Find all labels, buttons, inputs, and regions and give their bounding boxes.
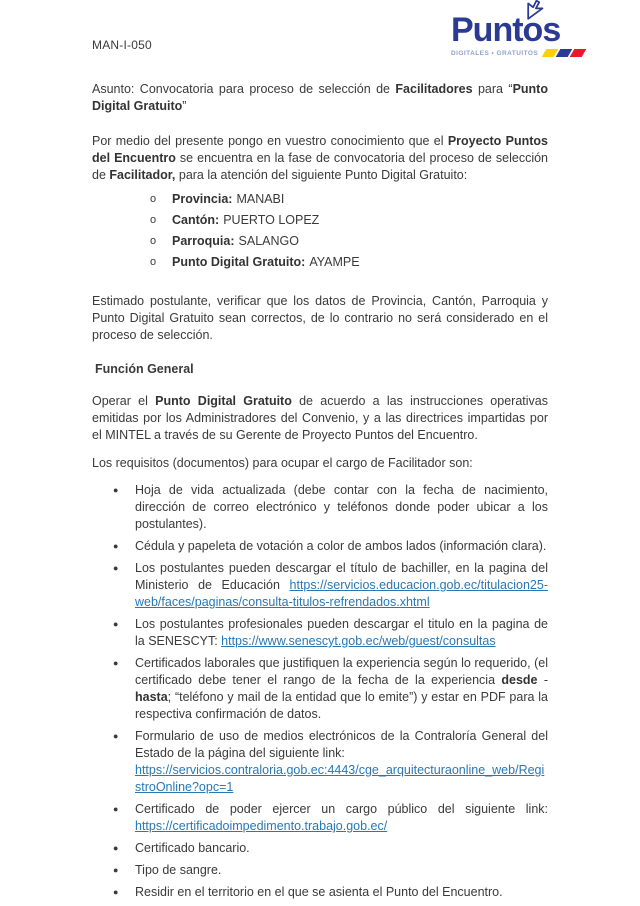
- disc-bullet-icon: ●: [113, 658, 119, 668]
- requirements-intro: Los requisitos (documentos) para ocupar el cargo de Facilitador son:: [92, 456, 473, 470]
- bold-run: Punto Digital Gratuito: [92, 82, 548, 113]
- text-run: de acuerdo a las instrucciones operativas emitidas por los Administradores del Convenio, y a las directrices impartidas por el MINTEL a través de su Gerente de Proyecto Puntos del Encuentro.: [92, 394, 548, 442]
- logo-tagline: DIGITALES • GRATUITOS: [451, 49, 539, 57]
- bold-run: desde: [501, 673, 538, 687]
- cursor-arrow-icon: [526, 0, 548, 21]
- subject-paragraph: [92, 81, 548, 115]
- location-value: PUERTO LOPEZ: [223, 213, 320, 227]
- doc-code: MAN-I-050: [92, 38, 152, 52]
- text-run: Por medio del presente pongo en vuestro conocimiento que el: [92, 134, 448, 148]
- list-item-punto-digital: [150, 254, 548, 271]
- requirement-item-hoja-de-vida: [92, 482, 548, 533]
- text-run: Formulario de uso de medios electrónicos de la Contraloría General del Estado de la página del siguiente link:: [135, 729, 548, 760]
- disc-bullet-icon: ●: [113, 541, 119, 551]
- requirement-item-cargo-publico: [92, 801, 548, 835]
- link-contraloria[interactable]: https://servicios.contraloria.gob.ec:4443/cge_arquitecturaonline_web/RegistroOnline?opc=1: [135, 763, 545, 794]
- circle-bullet-icon: o: [150, 235, 157, 247]
- bold-run: hasta: [135, 690, 168, 704]
- requirement-item-certificado-bancario: [92, 840, 548, 857]
- stripe-red: [570, 49, 587, 57]
- text-run: Residir en el territorio en el que se asienta el Punto del Encuentro.: [135, 885, 503, 899]
- text-run: Certificado de poder ejercer un cargo público del siguiente link:: [135, 802, 548, 816]
- text-run: Certificado bancario.: [135, 841, 250, 855]
- logo-subline: [451, 49, 587, 57]
- list-item-parroquia: [150, 233, 548, 250]
- circle-bullet-icon: o: [150, 193, 157, 205]
- circle-bullet-icon: o: [150, 256, 157, 268]
- logo-o-glyph: o: [522, 11, 543, 49]
- location-label: Cantón:: [172, 213, 220, 227]
- location-label: Parroquia:: [172, 234, 235, 248]
- text-run: Tipo de sangre.: [135, 863, 222, 877]
- location-value: MANABI: [236, 192, 285, 206]
- text-run: Los postulantes pueden descargar el título de bachiller, en la pagina del Ministerio de Educación: [135, 561, 548, 592]
- requirement-item-formulario-contraloria: [92, 728, 548, 796]
- text-run: Operar el: [92, 394, 156, 408]
- requirement-item-tipo-sangre: [92, 862, 548, 879]
- logo-text-suffix: s: [542, 11, 561, 49]
- location-list: [92, 191, 548, 271]
- bold-run: Punto Digital Gratuito: [155, 394, 292, 408]
- requirement-item-residir: [92, 884, 548, 901]
- document-body: [92, 81, 548, 901]
- text-run: -: [537, 673, 548, 687]
- logo-letter-o: [523, 12, 543, 48]
- disc-bullet-icon: ●: [113, 865, 119, 875]
- text-run: se encuentra en la fase de convocatoria del proceso de selección de: [92, 151, 548, 182]
- requirement-item-cedula: [92, 538, 548, 555]
- list-item-canton: [150, 212, 548, 229]
- document-header: [0, 0, 640, 57]
- note-paragraph: Estimado postulante, verificar que los datos de Provincia, Cantón, Parroquia y Punto Digital Gratuito sean correctos, de lo contrario no será considerado en el proceso de selección.: [92, 294, 548, 342]
- list-item-provincia: [150, 191, 548, 208]
- funcion-paragraph: [92, 393, 548, 444]
- location-value: SALANGO: [238, 234, 299, 248]
- bold-run: Proyecto Puntos del Encuentro: [92, 134, 548, 165]
- location-label: Punto Digital Gratuito:: [172, 255, 306, 269]
- text-run: Hoja de vida actualizada (debe contar con la fecha de nacimiento, dirección de correo electrónico y teléfonos donde poder ubicar a los postulantes).: [135, 483, 548, 531]
- link-certificado-impedimento[interactable]: https://certificadoimpedimento.trabajo.gob.ec/: [135, 819, 388, 833]
- disc-bullet-icon: ●: [113, 887, 119, 897]
- puntos-logo: [451, 12, 587, 57]
- flag-stripes-icon: [542, 49, 584, 57]
- link-ministerio-educacion[interactable]: https://servicios.educacion.gob.ec/titulacion25-web/faces/paginas/consulta-titulos-refrendados.xhtml: [135, 578, 548, 609]
- text-run: Los postulantes profesionales pueden descargar el titulo en la pagina de la SENESCYT:: [135, 617, 548, 648]
- text-run: ; “teléfono y mail de la entidad que lo emite”) y estar en PDF para la respectiva confirmación de datos.: [135, 690, 548, 721]
- text-run: Certificados laborales que justifiquen la experiencia según lo requerido, (el certificado debe tener el rango de la fecha de la experiencia: [135, 656, 548, 687]
- requirement-item-titulo-senescyt: [92, 616, 548, 650]
- text-run: Asunto: Convocatoria para proceso de selección de: [92, 82, 396, 96]
- section-heading: Función General: [95, 362, 194, 376]
- logo-wordmark: [451, 12, 587, 48]
- location-value: AYAMPE: [309, 255, 360, 269]
- disc-bullet-icon: ●: [113, 804, 119, 814]
- logo-text-prefix: Punt: [451, 11, 523, 49]
- circle-bullet-icon: o: [150, 214, 157, 226]
- requirement-item-certificados-laborales: [92, 655, 548, 723]
- text-run: ”: [182, 99, 187, 113]
- disc-bullet-icon: ●: [113, 563, 119, 573]
- bold-run: Facilitador,: [109, 168, 176, 182]
- location-label: Provincia:: [172, 192, 233, 206]
- disc-bullet-icon: ●: [113, 843, 119, 853]
- text-run: Cédula y papeleta de votación a color de ambos lados (información clara).: [135, 539, 547, 553]
- bold-run: Facilitadores: [395, 82, 473, 96]
- requirement-item-titulo-bachiller: [92, 560, 548, 611]
- text-run: para “: [472, 82, 513, 96]
- disc-bullet-icon: ●: [113, 619, 119, 629]
- text-run: para la atención del siguiente Punto Digital Gratuito:: [175, 168, 468, 182]
- requirements-list: [92, 482, 548, 901]
- intro-paragraph: [92, 133, 548, 184]
- link-senescyt[interactable]: https://www.senescyt.gob.ec/web/guest/consultas: [221, 634, 496, 648]
- disc-bullet-icon: ●: [113, 731, 119, 741]
- disc-bullet-icon: ●: [113, 485, 119, 495]
